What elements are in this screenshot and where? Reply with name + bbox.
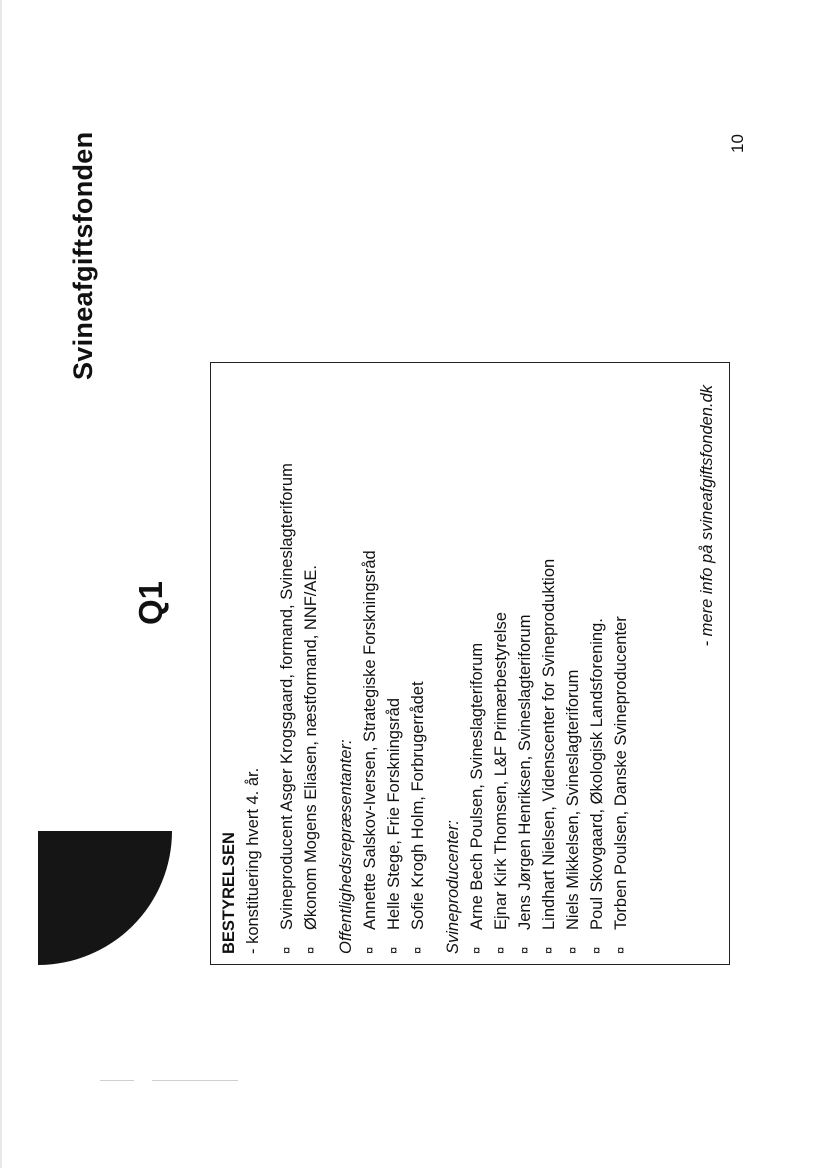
member-name: Torben Poulsen, Danske Svineproducenter — [612, 616, 630, 930]
scan-edge — [0, 0, 2, 1168]
page-number: 10 — [728, 134, 747, 153]
member-name: Sofie Krogh Holm, Forbrugerrådet — [409, 681, 427, 930]
section-subtitle: - konstituering hvert 4. år. — [244, 767, 262, 954]
list-item — [358, 373, 382, 954]
list-item — [299, 373, 323, 954]
board-content-box — [210, 362, 730, 965]
leaders-list — [275, 373, 323, 954]
bullet-icon: ¤ — [541, 946, 556, 954]
pig-producers-list — [465, 373, 633, 954]
member-name: Svineproducent Asger Krogsgaard, formand, Svineslagteriforum — [278, 463, 296, 930]
list-item — [513, 373, 537, 954]
public-representatives-label: Offentlighedsrepræsentanter: — [337, 739, 355, 954]
list-item — [489, 373, 513, 954]
bullet-icon: ¤ — [279, 946, 294, 954]
member-name: Arne Bech Poulsen, Svineslagteriforum — [468, 642, 486, 930]
bullet-icon: ¤ — [517, 946, 532, 954]
list-item — [406, 373, 430, 954]
member-name: Poul Skovgaard, Økologisk Landsforening. — [588, 618, 606, 930]
more-info-text: - mere info på svineafgiftsfonden.dk — [698, 385, 716, 647]
member-name: Ejnar Kirk Thomsen, L&F Primærbestyrelse — [492, 612, 510, 930]
pig-producers-label: Svineproducenter: — [444, 820, 462, 954]
slide-label: Q1 — [132, 580, 169, 625]
member-name: Helle Stege, Frie Forskningsråd — [385, 697, 403, 930]
section-heading: BESTYRELSEN — [220, 832, 238, 954]
bullet-icon: ¤ — [613, 946, 628, 954]
public-representatives-list — [358, 373, 430, 954]
bullet-icon: ¤ — [386, 946, 401, 954]
quarter-circle-logo-icon — [38, 831, 172, 965]
brand-title: Svineafgiftsfonden — [68, 131, 98, 380]
bullet-icon: ¤ — [469, 946, 484, 954]
bullet-icon: ¤ — [410, 946, 425, 954]
list-item — [275, 373, 299, 954]
member-name: Økonom Mogens Eliasen, næstformand, NNF/AE. — [302, 565, 320, 930]
bullet-icon: ¤ — [565, 946, 580, 954]
member-name: Niels Mikkelsen, Svineslagteriforum — [564, 669, 582, 930]
member-name: Jens Jørgen Henriksen, Svineslagteriforum — [516, 614, 534, 930]
bullet-icon: ¤ — [303, 946, 318, 954]
list-item — [382, 373, 406, 954]
bullet-icon: ¤ — [493, 946, 508, 954]
bullet-icon: ¤ — [589, 946, 604, 954]
rotated-slide — [40, 35, 760, 1095]
member-name: Annette Salskov-Iversen, Strategiske Forskningsråd — [361, 550, 379, 930]
member-name: Lindhart Nielsen, Videnscenter for Svineproduktion — [540, 558, 558, 930]
list-item — [609, 373, 633, 954]
bullet-icon: ¤ — [362, 946, 377, 954]
list-item — [537, 373, 561, 954]
list-item — [465, 373, 489, 954]
list-item — [561, 373, 585, 954]
list-item — [585, 373, 609, 954]
